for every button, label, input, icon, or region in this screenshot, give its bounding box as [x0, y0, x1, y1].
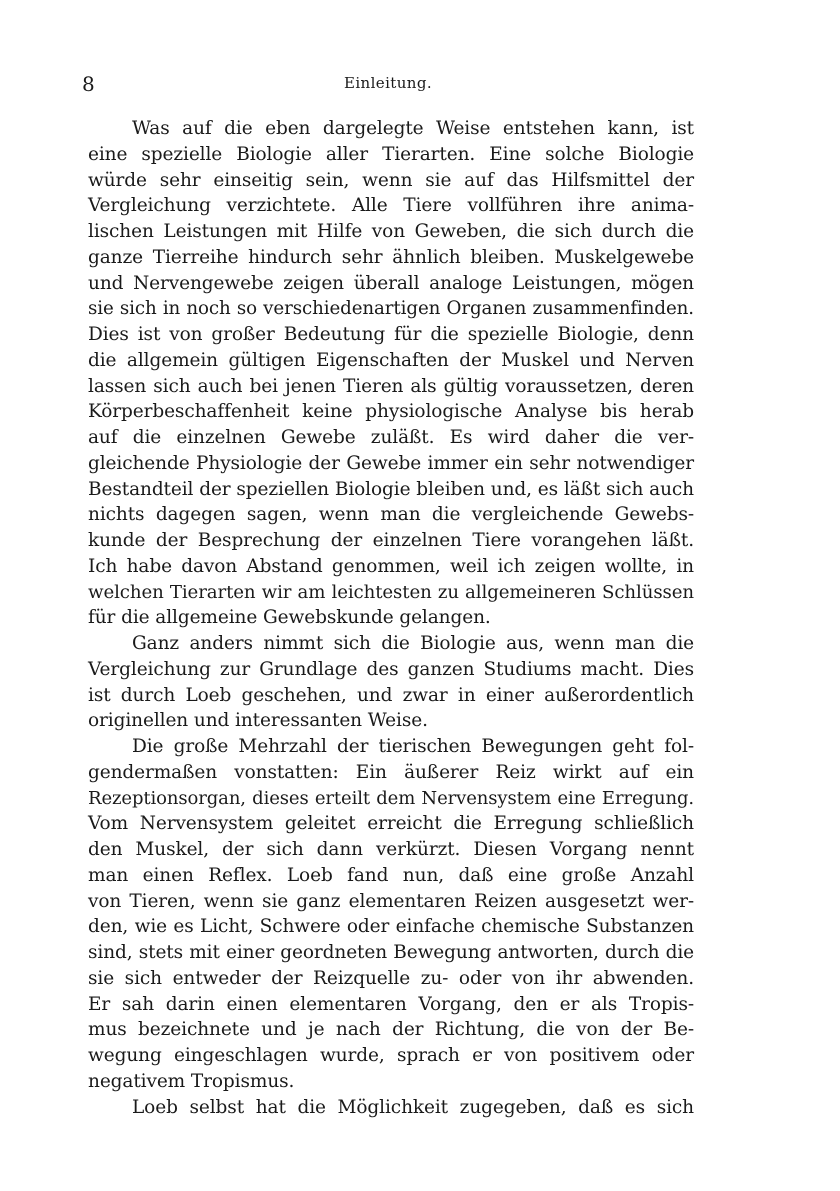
text-line: die allgemein gültigen Eigenschaften der Muskel und Nerven — [88, 349, 694, 371]
running-title: Einleitung. — [344, 74, 432, 92]
text-line: lischen Leistungen mit Hilfe von Geweben, die sich durch die — [88, 221, 694, 242]
text-line: Rezeptionsorgan, dieses erteilt dem Nervensystem eine Erregung. — [88, 787, 694, 809]
text-line: negativem Tropismus. — [88, 1070, 295, 1092]
text-line: kunde der Besprechung der einzelnen Tiere vorangehen läßt. — [88, 530, 694, 551]
text-line: und Nervengewebe zeigen überall analoge Leistungen, mögen — [88, 272, 694, 294]
text-line: Vom Nervensystem geleitet erreicht die Erregung schließlich — [88, 813, 694, 835]
text-line: ist durch Loeb geschehen, und zwar in einer außerordentlich — [88, 684, 694, 706]
text-line: den, wie es Licht, Schwere oder einfache chemische Substanzen — [88, 916, 694, 938]
text-line: sie sich in noch so verschiedenartigen Organen zusammenfinden. — [88, 298, 694, 320]
text-line: ganze Tierreihe hindurch sehr ähnlich bleiben. Muskelgewebe — [88, 246, 694, 268]
text-line: welchen Tierarten wir am leichtesten zu allgemeineren Schlüssen — [88, 581, 694, 603]
text-line: sie sich entweder der Reizquelle zu- oder von ihr abwenden. — [88, 967, 694, 989]
text-line: Die große Mehrzahl der tierischen Bewegungen geht fol- — [132, 736, 694, 757]
text-line: wegung eingeschlagen wurde, sprach er von positivem oder — [88, 1045, 694, 1066]
text-line: eine spezielle Biologie aller Tierarten. Eine solche Biologie — [88, 143, 694, 165]
text-line: Vergleichung zur Grundlage des ganzen Studiums macht. Dies — [88, 658, 694, 680]
text-line: Ich habe davon Abstand genommen, weil ich zeigen wollte, in — [88, 555, 694, 577]
text-line: von Tieren, wenn sie ganz elementaren Reizen ausgesetzt wer- — [88, 890, 694, 912]
text-line: man einen Reflex. Loeb fand nun, daß eine große Anzahl — [88, 864, 694, 886]
text-line: Dies ist von großer Bedeutung für die spezielle Biologie, denn — [88, 324, 694, 345]
text-line: Loeb selbst hat die Möglichkeit zugegeben, daß es sich — [132, 1096, 694, 1118]
text-line: Vergleichung verzichtete. Alle Tiere vollführen ihre anima- — [88, 195, 694, 217]
text-line: auf die einzelnen Gewebe zuläßt. Es wird daher die ver- — [88, 427, 694, 448]
text-line: Körperbeschaffenheit keine physiologische Analyse bis herab — [88, 401, 694, 423]
text-line: mus bezeichnete und je nach der Richtung, die von der Be- — [88, 1019, 694, 1041]
body-text — [88, 116, 694, 1120]
text-line: lassen sich auch bei jenen Tieren als gültig voraussetzen, deren — [88, 375, 694, 397]
page-number: 8 — [82, 72, 95, 96]
text-line: Bestandteil der speziellen Biologie bleiben und, es läßt sich auch — [88, 478, 694, 500]
text-line: sind, stets mit einer geordneten Bewegung antworten, durch die — [88, 942, 694, 963]
page-header — [82, 72, 694, 100]
text-line: würde sehr einseitig sein, wenn sie auf das Hilfsmittel der — [88, 169, 694, 191]
text-line: originellen und interessanten Weise. — [88, 710, 428, 732]
text-line: den Muskel, der sich dann verkürzt. Diesen Vorgang nennt — [88, 839, 694, 860]
text-line: Was auf die eben dargelegte Weise entstehen kann, ist — [132, 118, 694, 139]
text-line: Er sah darin einen elementaren Vorgang, den er als Tropis- — [88, 993, 694, 1015]
text-line: für die allgemeine Gewebskunde gelangen. — [88, 607, 491, 629]
text-line: gendermaßen vonstatten: Ein äußerer Reiz wirkt auf ein — [88, 761, 694, 783]
text-line: nichts dagegen sagen, wenn man die vergleichende Gewebs- — [88, 504, 694, 526]
text-line: gleichende Physiologie der Gewebe immer ein sehr notwendiger — [88, 452, 694, 474]
text-line: Ganz anders nimmt sich die Biologie aus, wenn man die — [132, 633, 694, 654]
